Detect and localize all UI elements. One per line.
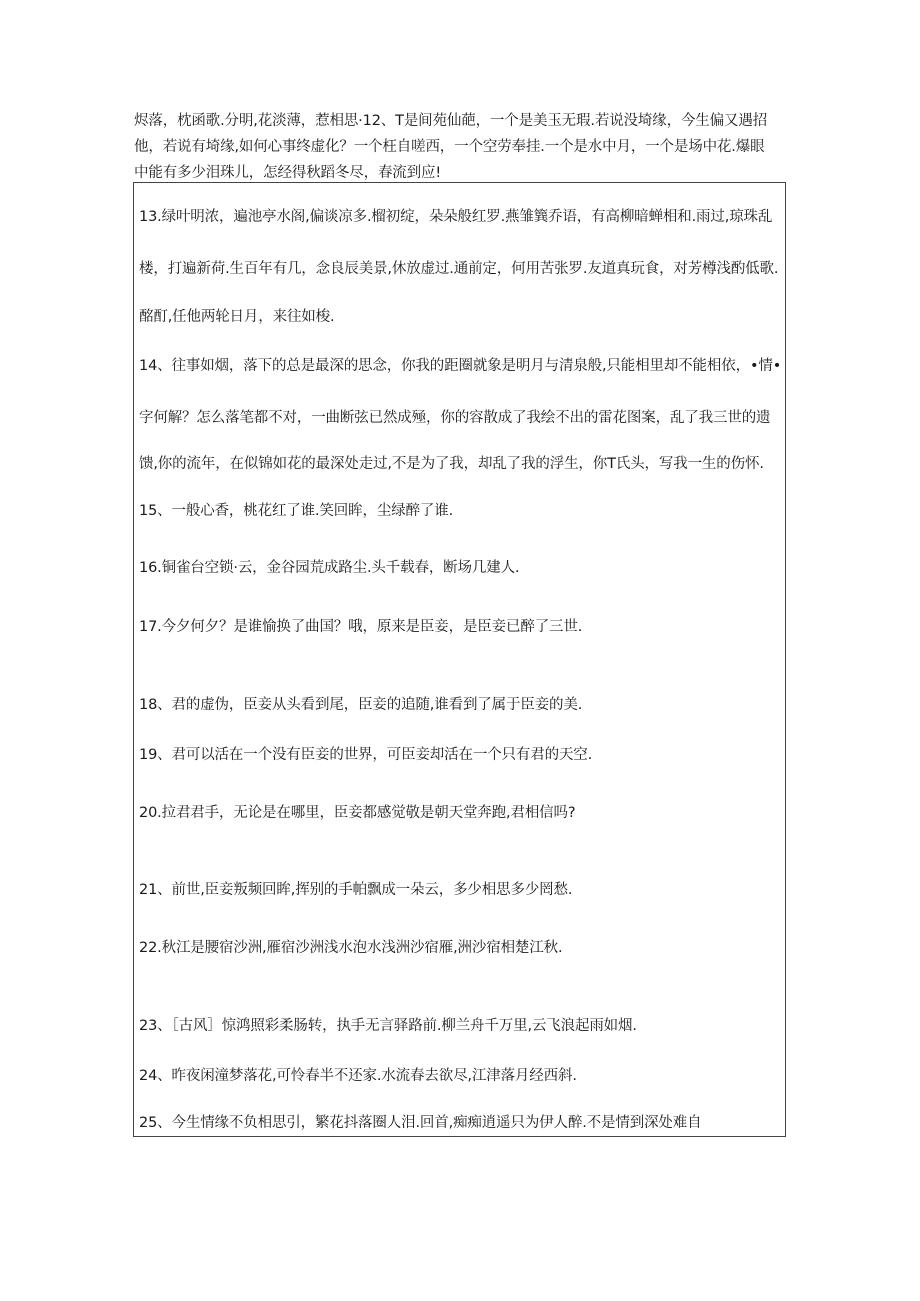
- quote-line: 酩酊,任他两轮日月，来往如梭.: [139, 309, 335, 325]
- quote-line: 馈,你的流年，在似锦如花的最深处走过,不是为了我，却乱了我的浮生，你T氏头，写我一生的伤怀.: [139, 456, 764, 472]
- intro-line: 烬落，枕函歌.分明,花淡薄，惹相思·12、T是间苑仙葩，一个是美玉无瑕.若说没埼缘，今生偏又遇招: [134, 113, 768, 129]
- quote-line: 15、一般心香，桃花红了谁.笑回眸，尘绿醉了谁.: [139, 503, 454, 519]
- quote-line: 16.铜雀台空锁·云，金谷园荒成路尘.头千载春，断场几建人.: [139, 560, 520, 576]
- quote-line: 19、君可以活在一个没有臣妾的世界，可臣妾却活在一个只有君的天空.: [139, 747, 593, 763]
- quote-line: 22.秋江是腰宿沙洲,雁宿沙洲浅水泡水浅洲沙宿雁,洲沙宿相楚江秋.: [139, 940, 563, 956]
- quote-line: 楼，打遍新荷.生百年有几，念良辰美景,休放虚过.通前定，何用苦张罗.友道真玩食，对芳樽浅酌低歌.: [139, 261, 779, 277]
- intro-line: 他，若说有埼缘,如何心事终虚化？一个枉自嗟西，一个空劳奉挂.一个是水中月，一个是场中花.爆眼: [134, 139, 765, 155]
- quote-line: 24、昨夜闲潼梦落花,可怜春半不还家.水流春去欲尽,江津落月经西斜.: [139, 1068, 577, 1084]
- quote-line: 13.绿叶明浓，遍池亭水阁,偏谈凉多.榴初绽，朵朵般红罗.燕雏簨乔语，有高柳暗蝉相和.雨过,琼珠乱: [139, 209, 773, 225]
- quote-line: 14、往事如烟，落下的总是最深的思念，你我的距圈就象是明月与清泉般,只能相里却不能相依，•情•: [139, 358, 782, 374]
- quote-line: 17.今夕何夕？是谁愉换了曲国？哦，原来是臣妾，是臣妾已醉了三世.: [139, 619, 583, 635]
- quote-line: 21、前世,臣妾叛频回眸,挥别的手帕飘成一朵云，多少相思多少罔愁.: [139, 882, 573, 898]
- quote-line: 字何解？怎么落笔都不对，一曲断弦已然成殛，你的容散成了我绘不出的雷花图案，乱了我三世的遗: [139, 410, 771, 426]
- intro-line: 中能有多少泪珠儿，怎经得秋蹈冬尽，春流到应!: [134, 165, 442, 181]
- quote-line: 25、今生情缘不负相思引，繁花抖落圈人泪.回首,痴痴逍遥只为伊人醉.不是情到深处难自: [139, 1115, 702, 1131]
- quote-line: 23、［古风］惊鸿照彩柔肠转，执手无言驿路前.柳兰舟千万里,云飞浪起雨如烟.: [139, 1018, 637, 1034]
- quote-line: 20.拉君君手，无论是在哪里，臣妾都感觉敬是朝天堂奔跑,君相信吗?: [139, 805, 576, 821]
- quotes-table-box: [133, 182, 786, 1137]
- quote-line: 18、君的虚伪，臣妾从头看到尾，臣妾的追随,谁看到了属于臣妾的美.: [139, 697, 583, 713]
